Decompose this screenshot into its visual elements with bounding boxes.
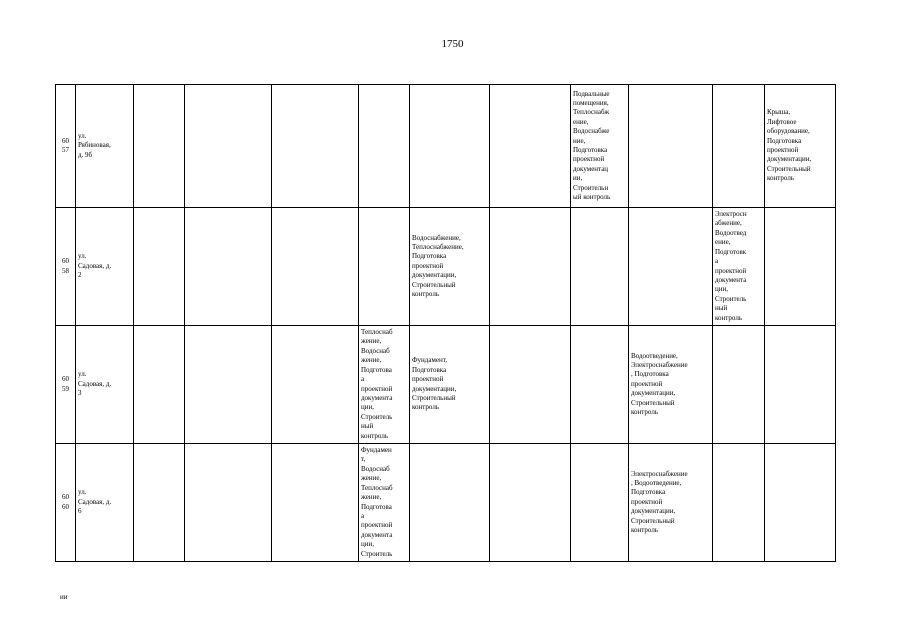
work-cell: Теплоснаб жение, Водоснаб жение, Подготова а проектной документа ции, Строитель ный контроль <box>359 326 410 444</box>
work-cell <box>765 444 836 562</box>
work-cell: Подвальные помещения, Теплоснабж ение, Водоснабже ние, Подготовка проектной документац ии, Строительн ый контроль <box>571 85 629 208</box>
table-row <box>56 326 836 444</box>
work-cell <box>134 444 185 562</box>
table-row <box>56 208 836 326</box>
footer-text: ии <box>60 593 68 601</box>
works-table <box>55 84 836 562</box>
table-row <box>56 444 836 562</box>
work-cell: Электросн абжение, Водоотвед ение, Подготовк а проектной документа ции, Строитель ный контроль <box>713 208 765 326</box>
work-cell <box>272 444 359 562</box>
work-cell: Электроснабжение , Водоотведение, Подготовка проектной документации, Строительный контроль <box>629 444 713 562</box>
work-cell <box>185 85 272 208</box>
table-row <box>56 85 836 208</box>
work-cell <box>185 326 272 444</box>
work-cell <box>571 208 629 326</box>
work-cell <box>571 326 629 444</box>
work-cell <box>490 326 571 444</box>
work-cell: Фундамент, Подготовка проектной документации, Строительный контроль <box>410 326 490 444</box>
work-cell: Водоотведение, Электроснабжение , Подготовка проектной документации, Строительный контроль <box>629 326 713 444</box>
work-cell <box>713 326 765 444</box>
work-cell <box>185 208 272 326</box>
row-number: 60 57 <box>56 85 76 208</box>
address-cell: ул. Садовая, д. 3 <box>76 326 134 444</box>
work-cell <box>490 444 571 562</box>
work-cell <box>713 85 765 208</box>
work-cell <box>359 85 410 208</box>
work-cell <box>629 85 713 208</box>
address-cell: ул. Садовая, д. 2 <box>76 208 134 326</box>
work-cell <box>490 208 571 326</box>
row-number: 60 59 <box>56 326 76 444</box>
work-cell <box>713 444 765 562</box>
address-cell: ул. Садовая, д. 6 <box>76 444 134 562</box>
work-cell <box>185 444 272 562</box>
work-cell <box>571 444 629 562</box>
work-cell: Фундамен т, Водоснаб жение, Теплоснаб жение, Подготова а проектной документа ции, Строитель <box>359 444 410 562</box>
work-cell <box>629 208 713 326</box>
work-cell <box>765 208 836 326</box>
page-number: 1750 <box>441 38 464 50</box>
address-cell: ул. Рябиновая, д. 9б <box>76 85 134 208</box>
work-cell <box>490 85 571 208</box>
work-cell <box>134 326 185 444</box>
work-cell <box>410 85 490 208</box>
work-cell <box>765 326 836 444</box>
work-cell: Крыша, Лифтовое оборудование, Подготовка проектной документации, Строительный контроль <box>765 85 836 208</box>
work-cell <box>134 85 185 208</box>
work-cell <box>272 326 359 444</box>
work-cell <box>272 208 359 326</box>
work-cell <box>359 208 410 326</box>
row-number: 60 60 <box>56 444 76 562</box>
row-number: 60 58 <box>56 208 76 326</box>
work-cell <box>410 444 490 562</box>
work-cell <box>272 85 359 208</box>
work-cell: Водоснабжение, Теплоснабжение, Подготовка проектной документации, Строительный контроль <box>410 208 490 326</box>
work-cell <box>134 208 185 326</box>
